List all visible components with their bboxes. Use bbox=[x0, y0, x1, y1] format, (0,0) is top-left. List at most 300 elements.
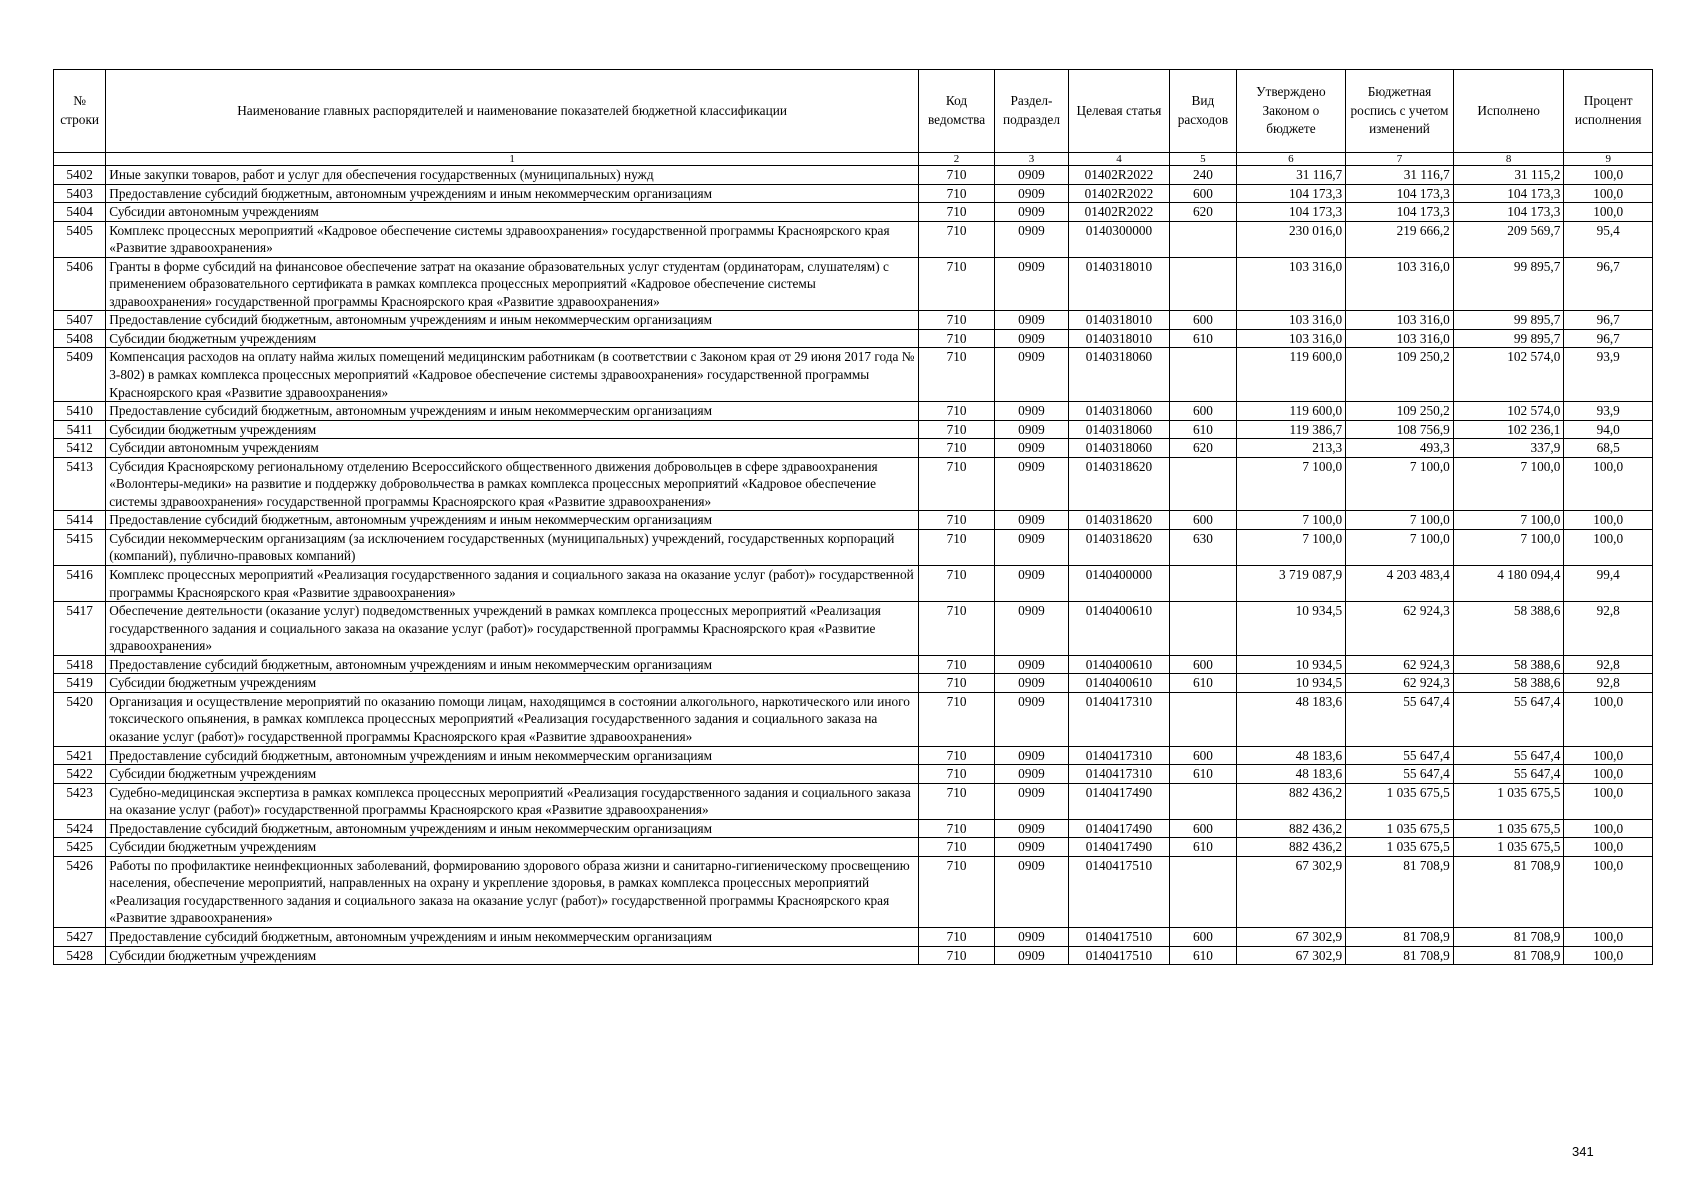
table-row bbox=[54, 655, 1653, 674]
row-section-code: 0909 bbox=[995, 566, 1068, 602]
row-number: 5419 bbox=[54, 674, 106, 693]
row-budget-amount: 81 708,9 bbox=[1346, 946, 1454, 965]
row-ved-code: 710 bbox=[918, 511, 994, 530]
row-target-code: 0140417310 bbox=[1068, 765, 1170, 784]
row-number: 5406 bbox=[54, 257, 106, 311]
row-section-code: 0909 bbox=[995, 783, 1068, 819]
row-expense-type: 240 bbox=[1170, 166, 1236, 185]
row-number: 5424 bbox=[54, 819, 106, 838]
budget-execution-table bbox=[53, 69, 1653, 965]
row-section-code: 0909 bbox=[995, 257, 1068, 311]
header-row-no: № строки bbox=[54, 70, 106, 153]
row-target-code: 01402R2022 bbox=[1068, 203, 1170, 222]
table-row bbox=[54, 746, 1653, 765]
row-name: Субсидии автономным учреждениям bbox=[106, 439, 919, 458]
page-number: 341 bbox=[1572, 1144, 1594, 1159]
row-executed-amount: 55 647,4 bbox=[1453, 692, 1564, 746]
column-number: 3 bbox=[995, 153, 1068, 166]
row-execution-percent: 100,0 bbox=[1564, 457, 1653, 511]
row-executed-amount: 104 173,3 bbox=[1453, 203, 1564, 222]
table-row bbox=[54, 402, 1653, 421]
row-section-code: 0909 bbox=[995, 221, 1068, 257]
row-execution-percent: 93,9 bbox=[1564, 402, 1653, 421]
row-execution-percent: 100,0 bbox=[1564, 529, 1653, 565]
row-executed-amount: 58 388,6 bbox=[1453, 655, 1564, 674]
row-execution-percent: 94,0 bbox=[1564, 420, 1653, 439]
table-row bbox=[54, 329, 1653, 348]
row-ved-code: 710 bbox=[918, 529, 994, 565]
row-expense-type: 600 bbox=[1170, 402, 1236, 421]
row-expense-type: 630 bbox=[1170, 529, 1236, 565]
row-target-code: 01402R2022 bbox=[1068, 184, 1170, 203]
row-name: Иные закупки товаров, работ и услуг для обеспечения государственных (муниципальных) нужд bbox=[106, 166, 919, 185]
table-row bbox=[54, 184, 1653, 203]
header-vid: Вид расходов bbox=[1170, 70, 1236, 153]
table-row bbox=[54, 257, 1653, 311]
row-approved-amount: 10 934,5 bbox=[1236, 655, 1346, 674]
row-number: 5421 bbox=[54, 746, 106, 765]
row-execution-percent: 92,8 bbox=[1564, 602, 1653, 656]
column-number bbox=[54, 153, 106, 166]
row-budget-amount: 104 173,3 bbox=[1346, 203, 1454, 222]
row-execution-percent: 100,0 bbox=[1564, 203, 1653, 222]
row-ved-code: 710 bbox=[918, 655, 994, 674]
row-executed-amount: 81 708,9 bbox=[1453, 856, 1564, 927]
row-execution-percent: 92,8 bbox=[1564, 674, 1653, 693]
row-execution-percent: 100,0 bbox=[1564, 838, 1653, 857]
row-executed-amount: 104 173,3 bbox=[1453, 184, 1564, 203]
table-row bbox=[54, 946, 1653, 965]
row-ved-code: 710 bbox=[918, 166, 994, 185]
row-budget-amount: 7 100,0 bbox=[1346, 511, 1454, 530]
row-executed-amount: 81 708,9 bbox=[1453, 927, 1564, 946]
row-target-code: 0140400000 bbox=[1068, 566, 1170, 602]
column-number: 4 bbox=[1068, 153, 1170, 166]
row-number: 5405 bbox=[54, 221, 106, 257]
row-name: Субсидии бюджетным учреждениям bbox=[106, 946, 919, 965]
row-approved-amount: 213,3 bbox=[1236, 439, 1346, 458]
row-section-code: 0909 bbox=[995, 856, 1068, 927]
row-execution-percent: 100,0 bbox=[1564, 765, 1653, 784]
row-name: Организация и осуществление мероприятий по оказанию помощи лицам, находящимся в состоянии алкогольного, наркотического или иного токсического опьянения, в рамках комплекса процессных мероприятий «Реализация государственного задания и социального заказа на оказание услуг (работ)» государственной программы Красноярского края «Развитие здравоохранения» bbox=[106, 692, 919, 746]
row-section-code: 0909 bbox=[995, 402, 1068, 421]
row-ved-code: 710 bbox=[918, 946, 994, 965]
row-executed-amount: 55 647,4 bbox=[1453, 746, 1564, 765]
row-budget-amount: 493,3 bbox=[1346, 439, 1454, 458]
row-ved-code: 710 bbox=[918, 819, 994, 838]
table-row bbox=[54, 927, 1653, 946]
row-number: 5420 bbox=[54, 692, 106, 746]
row-execution-percent: 100,0 bbox=[1564, 783, 1653, 819]
row-executed-amount: 58 388,6 bbox=[1453, 602, 1564, 656]
row-approved-amount: 230 016,0 bbox=[1236, 221, 1346, 257]
row-execution-percent: 100,0 bbox=[1564, 946, 1653, 965]
row-section-code: 0909 bbox=[995, 511, 1068, 530]
row-target-code: 0140300000 bbox=[1068, 221, 1170, 257]
table-row bbox=[54, 566, 1653, 602]
row-section-code: 0909 bbox=[995, 348, 1068, 402]
row-expense-type bbox=[1170, 348, 1236, 402]
table-row bbox=[54, 783, 1653, 819]
row-executed-amount: 1 035 675,5 bbox=[1453, 783, 1564, 819]
row-budget-amount: 31 116,7 bbox=[1346, 166, 1454, 185]
row-section-code: 0909 bbox=[995, 602, 1068, 656]
row-name: Субсидии бюджетным учреждениям bbox=[106, 674, 919, 693]
row-target-code: 0140318620 bbox=[1068, 529, 1170, 565]
row-approved-amount: 31 116,7 bbox=[1236, 166, 1346, 185]
row-number: 5417 bbox=[54, 602, 106, 656]
row-ved-code: 710 bbox=[918, 746, 994, 765]
row-ved-code: 710 bbox=[918, 783, 994, 819]
row-name: Предоставление субсидий бюджетным, автономным учреждениям и иным некоммерческим организациям bbox=[106, 927, 919, 946]
row-expense-type bbox=[1170, 457, 1236, 511]
row-number: 5415 bbox=[54, 529, 106, 565]
row-name: Предоставление субсидий бюджетным, автономным учреждениям и иным некоммерческим организациям bbox=[106, 311, 919, 330]
row-target-code: 01402R2022 bbox=[1068, 166, 1170, 185]
table-row bbox=[54, 439, 1653, 458]
table-row bbox=[54, 311, 1653, 330]
row-executed-amount: 102 574,0 bbox=[1453, 348, 1564, 402]
table-row bbox=[54, 819, 1653, 838]
row-execution-percent: 100,0 bbox=[1564, 166, 1653, 185]
table-row bbox=[54, 529, 1653, 565]
row-expense-type: 610 bbox=[1170, 329, 1236, 348]
row-target-code: 0140318060 bbox=[1068, 420, 1170, 439]
row-ved-code: 710 bbox=[918, 184, 994, 203]
row-expense-type bbox=[1170, 856, 1236, 927]
row-ved-code: 710 bbox=[918, 927, 994, 946]
row-approved-amount: 7 100,0 bbox=[1236, 457, 1346, 511]
row-section-code: 0909 bbox=[995, 692, 1068, 746]
row-number: 5404 bbox=[54, 203, 106, 222]
row-ved-code: 710 bbox=[918, 457, 994, 511]
row-budget-amount: 1 035 675,5 bbox=[1346, 838, 1454, 857]
row-target-code: 0140318060 bbox=[1068, 439, 1170, 458]
row-approved-amount: 119 600,0 bbox=[1236, 348, 1346, 402]
row-executed-amount: 1 035 675,5 bbox=[1453, 838, 1564, 857]
row-number: 5403 bbox=[54, 184, 106, 203]
header-plan: Утверждено Законом о бюджете bbox=[1236, 70, 1346, 153]
row-expense-type: 600 bbox=[1170, 746, 1236, 765]
row-name: Комплекс процессных мероприятий «Кадровое обеспечение системы здравоохранения» государственной программы Красноярского края «Развитие здравоохранения» bbox=[106, 221, 919, 257]
row-budget-amount: 81 708,9 bbox=[1346, 927, 1454, 946]
row-approved-amount: 10 934,5 bbox=[1236, 602, 1346, 656]
row-budget-amount: 55 647,4 bbox=[1346, 746, 1454, 765]
row-name: Субсидии автономным учреждениям bbox=[106, 203, 919, 222]
column-number: 2 bbox=[918, 153, 994, 166]
row-approved-amount: 882 436,2 bbox=[1236, 819, 1346, 838]
header-target: Целевая статья bbox=[1068, 70, 1170, 153]
row-number: 5418 bbox=[54, 655, 106, 674]
row-ved-code: 710 bbox=[918, 402, 994, 421]
row-execution-percent: 93,9 bbox=[1564, 348, 1653, 402]
row-execution-percent: 100,0 bbox=[1564, 819, 1653, 838]
row-name: Судебно-медицинская экспертиза в рамках комплекса процессных мероприятий «Реализация государственного задания и социального заказа на оказание услуг (работ)» государственной программы Красноярского края «Развитие здравоохранения» bbox=[106, 783, 919, 819]
row-budget-amount: 103 316,0 bbox=[1346, 329, 1454, 348]
header-row bbox=[54, 70, 1653, 153]
row-executed-amount: 55 647,4 bbox=[1453, 765, 1564, 784]
row-budget-amount: 62 924,3 bbox=[1346, 674, 1454, 693]
row-number: 5422 bbox=[54, 765, 106, 784]
row-execution-percent: 95,4 bbox=[1564, 221, 1653, 257]
row-approved-amount: 7 100,0 bbox=[1236, 511, 1346, 530]
row-section-code: 0909 bbox=[995, 311, 1068, 330]
row-target-code: 0140417310 bbox=[1068, 692, 1170, 746]
row-execution-percent: 100,0 bbox=[1564, 511, 1653, 530]
row-section-code: 0909 bbox=[995, 439, 1068, 458]
row-section-code: 0909 bbox=[995, 655, 1068, 674]
row-section-code: 0909 bbox=[995, 765, 1068, 784]
row-execution-percent: 68,5 bbox=[1564, 439, 1653, 458]
row-name: Предоставление субсидий бюджетным, автономным учреждениям и иным некоммерческим организациям bbox=[106, 184, 919, 203]
row-approved-amount: 3 719 087,9 bbox=[1236, 566, 1346, 602]
row-section-code: 0909 bbox=[995, 166, 1068, 185]
row-target-code: 0140417510 bbox=[1068, 946, 1170, 965]
row-ved-code: 710 bbox=[918, 602, 994, 656]
row-execution-percent: 100,0 bbox=[1564, 856, 1653, 927]
row-name: Обеспечение деятельности (оказание услуг) подведомственных учреждений в рамках комплекса процессных мероприятий «Реализация государственного задания и социального заказа на оказание услуг (работ)» государственной программы Красноярского края «Развитие здравоохранения» bbox=[106, 602, 919, 656]
row-target-code: 0140400610 bbox=[1068, 655, 1170, 674]
row-target-code: 0140318060 bbox=[1068, 348, 1170, 402]
table-row bbox=[54, 511, 1653, 530]
row-executed-amount: 7 100,0 bbox=[1453, 511, 1564, 530]
table-row bbox=[54, 457, 1653, 511]
row-budget-amount: 109 250,2 bbox=[1346, 348, 1454, 402]
row-ved-code: 710 bbox=[918, 674, 994, 693]
row-executed-amount: 99 895,7 bbox=[1453, 257, 1564, 311]
row-expense-type: 600 bbox=[1170, 819, 1236, 838]
row-expense-type bbox=[1170, 257, 1236, 311]
row-name: Предоставление субсидий бюджетным, автономным учреждениям и иным некоммерческим организациям bbox=[106, 655, 919, 674]
row-approved-amount: 104 173,3 bbox=[1236, 203, 1346, 222]
row-expense-type: 610 bbox=[1170, 838, 1236, 857]
row-approved-amount: 103 316,0 bbox=[1236, 311, 1346, 330]
row-number: 5427 bbox=[54, 927, 106, 946]
row-executed-amount: 58 388,6 bbox=[1453, 674, 1564, 693]
row-budget-amount: 219 666,2 bbox=[1346, 221, 1454, 257]
row-name: Субсидии бюджетным учреждениям bbox=[106, 420, 919, 439]
row-name: Субсидия Красноярскому региональному отделению Всероссийского общественного движения добровольцев в сфере здравоохранения «Волонтеры-медики» на развитие и поддержку добровольчества в рамках комплекса процессных мероприятий «Кадровое обеспечение системы здравоохранения» государственной программы Красноярского края «Развитие здравоохранения» bbox=[106, 457, 919, 511]
header-fact: Исполнено bbox=[1453, 70, 1564, 153]
column-number: 9 bbox=[1564, 153, 1653, 166]
row-section-code: 0909 bbox=[995, 927, 1068, 946]
row-expense-type bbox=[1170, 221, 1236, 257]
row-name: Предоставление субсидий бюджетным, автономным учреждениям и иным некоммерческим организациям bbox=[106, 511, 919, 530]
header-ved: Код ведомства bbox=[918, 70, 994, 153]
row-name: Субсидии некоммерческим организациям (за исключением государственных (муниципальных) учреждений, государственных корпораций (компаний), публично-правовых компаний) bbox=[106, 529, 919, 565]
row-approved-amount: 67 302,9 bbox=[1236, 856, 1346, 927]
row-expense-type: 600 bbox=[1170, 511, 1236, 530]
row-approved-amount: 48 183,6 bbox=[1236, 746, 1346, 765]
row-approved-amount: 104 173,3 bbox=[1236, 184, 1346, 203]
row-ved-code: 710 bbox=[918, 203, 994, 222]
row-section-code: 0909 bbox=[995, 819, 1068, 838]
row-expense-type: 600 bbox=[1170, 927, 1236, 946]
row-approved-amount: 119 600,0 bbox=[1236, 402, 1346, 421]
row-execution-percent: 100,0 bbox=[1564, 692, 1653, 746]
row-name: Предоставление субсидий бюджетным, автономным учреждениям и иным некоммерческим организациям bbox=[106, 402, 919, 421]
row-execution-percent: 96,7 bbox=[1564, 257, 1653, 311]
row-ved-code: 710 bbox=[918, 257, 994, 311]
header-razdel: Раздел-подраздел bbox=[995, 70, 1068, 153]
row-number: 5411 bbox=[54, 420, 106, 439]
row-ved-code: 710 bbox=[918, 856, 994, 927]
table-row bbox=[54, 203, 1653, 222]
row-target-code: 0140400610 bbox=[1068, 602, 1170, 656]
row-section-code: 0909 bbox=[995, 329, 1068, 348]
row-number: 5425 bbox=[54, 838, 106, 857]
row-number: 5412 bbox=[54, 439, 106, 458]
row-budget-amount: 62 924,3 bbox=[1346, 655, 1454, 674]
row-target-code: 0140417310 bbox=[1068, 746, 1170, 765]
row-number: 5413 bbox=[54, 457, 106, 511]
row-approved-amount: 67 302,9 bbox=[1236, 946, 1346, 965]
row-expense-type: 620 bbox=[1170, 203, 1236, 222]
table-row bbox=[54, 838, 1653, 857]
row-name: Предоставление субсидий бюджетным, автономным учреждениям и иным некоммерческим организациям bbox=[106, 746, 919, 765]
column-number: 8 bbox=[1453, 153, 1564, 166]
row-target-code: 0140318060 bbox=[1068, 402, 1170, 421]
row-executed-amount: 81 708,9 bbox=[1453, 946, 1564, 965]
row-name: Субсидии бюджетным учреждениям bbox=[106, 838, 919, 857]
row-executed-amount: 99 895,7 bbox=[1453, 329, 1564, 348]
row-target-code: 0140318010 bbox=[1068, 329, 1170, 348]
row-expense-type: 600 bbox=[1170, 184, 1236, 203]
table-row bbox=[54, 348, 1653, 402]
row-ved-code: 710 bbox=[918, 439, 994, 458]
column-number: 7 bbox=[1346, 153, 1454, 166]
row-section-code: 0909 bbox=[995, 184, 1068, 203]
row-expense-type bbox=[1170, 566, 1236, 602]
column-number: 1 bbox=[106, 153, 919, 166]
row-section-code: 0909 bbox=[995, 203, 1068, 222]
row-target-code: 0140417490 bbox=[1068, 838, 1170, 857]
row-number: 5402 bbox=[54, 166, 106, 185]
row-section-code: 0909 bbox=[995, 838, 1068, 857]
table-row bbox=[54, 420, 1653, 439]
row-execution-percent: 96,7 bbox=[1564, 311, 1653, 330]
row-budget-amount: 55 647,4 bbox=[1346, 692, 1454, 746]
row-expense-type: 610 bbox=[1170, 765, 1236, 784]
row-executed-amount: 102 236,1 bbox=[1453, 420, 1564, 439]
row-target-code: 0140417510 bbox=[1068, 856, 1170, 927]
row-number: 5410 bbox=[54, 402, 106, 421]
row-expense-type: 600 bbox=[1170, 311, 1236, 330]
row-budget-amount: 1 035 675,5 bbox=[1346, 819, 1454, 838]
row-approved-amount: 103 316,0 bbox=[1236, 257, 1346, 311]
row-ved-code: 710 bbox=[918, 692, 994, 746]
header-name: Наименование главных распорядителей и наименование показателей бюджетной классификации bbox=[106, 70, 919, 153]
row-name: Гранты в форме субсидий на финансовое обеспечение затрат на оказание образовательных услуг студентам (ординаторам, слушателям) с применением образовательного сертификата в рамках комплекса процессных мероприятий «Кадровое обеспечение системы здравоохранения» государственной программы Красноярского края «Развитие здравоохранения» bbox=[106, 257, 919, 311]
row-budget-amount: 62 924,3 bbox=[1346, 602, 1454, 656]
row-ved-code: 710 bbox=[918, 765, 994, 784]
row-number: 5409 bbox=[54, 348, 106, 402]
row-executed-amount: 209 569,7 bbox=[1453, 221, 1564, 257]
row-expense-type: 610 bbox=[1170, 420, 1236, 439]
row-budget-amount: 108 756,9 bbox=[1346, 420, 1454, 439]
header-pct: Процент исполнения bbox=[1564, 70, 1653, 153]
row-expense-type bbox=[1170, 783, 1236, 819]
row-executed-amount: 102 574,0 bbox=[1453, 402, 1564, 421]
row-number: 5416 bbox=[54, 566, 106, 602]
row-approved-amount: 7 100,0 bbox=[1236, 529, 1346, 565]
row-budget-amount: 81 708,9 bbox=[1346, 856, 1454, 927]
row-executed-amount: 31 115,2 bbox=[1453, 166, 1564, 185]
row-ved-code: 710 bbox=[918, 221, 994, 257]
row-name: Субсидии бюджетным учреждениям bbox=[106, 329, 919, 348]
row-approved-amount: 882 436,2 bbox=[1236, 838, 1346, 857]
row-expense-type: 610 bbox=[1170, 946, 1236, 965]
table-row bbox=[54, 221, 1653, 257]
row-approved-amount: 119 386,7 bbox=[1236, 420, 1346, 439]
column-number: 5 bbox=[1170, 153, 1236, 166]
row-executed-amount: 7 100,0 bbox=[1453, 529, 1564, 565]
row-target-code: 0140400610 bbox=[1068, 674, 1170, 693]
row-number: 5408 bbox=[54, 329, 106, 348]
row-expense-type bbox=[1170, 602, 1236, 656]
row-executed-amount: 99 895,7 bbox=[1453, 311, 1564, 330]
column-number: 6 bbox=[1236, 153, 1346, 166]
table-row bbox=[54, 856, 1653, 927]
row-approved-amount: 882 436,2 bbox=[1236, 783, 1346, 819]
row-ved-code: 710 bbox=[918, 348, 994, 402]
row-budget-amount: 103 316,0 bbox=[1346, 311, 1454, 330]
row-approved-amount: 67 302,9 bbox=[1236, 927, 1346, 946]
row-ved-code: 710 bbox=[918, 329, 994, 348]
row-budget-amount: 7 100,0 bbox=[1346, 529, 1454, 565]
table-row bbox=[54, 765, 1653, 784]
row-execution-percent: 99,4 bbox=[1564, 566, 1653, 602]
row-executed-amount: 1 035 675,5 bbox=[1453, 819, 1564, 838]
row-ved-code: 710 bbox=[918, 566, 994, 602]
row-budget-amount: 103 316,0 bbox=[1346, 257, 1454, 311]
row-section-code: 0909 bbox=[995, 746, 1068, 765]
row-approved-amount: 103 316,0 bbox=[1236, 329, 1346, 348]
row-name: Предоставление субсидий бюджетным, автономным учреждениям и иным некоммерческим организациям bbox=[106, 819, 919, 838]
row-expense-type: 610 bbox=[1170, 674, 1236, 693]
row-execution-percent: 100,0 bbox=[1564, 746, 1653, 765]
row-approved-amount: 48 183,6 bbox=[1236, 765, 1346, 784]
row-name: Субсидии бюджетным учреждениям bbox=[106, 765, 919, 784]
row-execution-percent: 96,7 bbox=[1564, 329, 1653, 348]
row-ved-code: 710 bbox=[918, 420, 994, 439]
row-ved-code: 710 bbox=[918, 838, 994, 857]
row-target-code: 0140417510 bbox=[1068, 927, 1170, 946]
header-budget: Бюджетная роспись с учетом изменений bbox=[1346, 70, 1454, 153]
row-target-code: 0140417490 bbox=[1068, 819, 1170, 838]
row-section-code: 0909 bbox=[995, 420, 1068, 439]
row-expense-type: 620 bbox=[1170, 439, 1236, 458]
table-header bbox=[54, 70, 1653, 166]
row-executed-amount: 337,9 bbox=[1453, 439, 1564, 458]
row-approved-amount: 48 183,6 bbox=[1236, 692, 1346, 746]
row-number: 5407 bbox=[54, 311, 106, 330]
row-section-code: 0909 bbox=[995, 457, 1068, 511]
row-target-code: 0140318010 bbox=[1068, 311, 1170, 330]
row-number: 5414 bbox=[54, 511, 106, 530]
row-section-code: 0909 bbox=[995, 529, 1068, 565]
row-name: Комплекс процессных мероприятий «Реализация государственного задания и социального заказа на оказание услуг (работ)» государственной программы Красноярского края «Развитие здравоохранения» bbox=[106, 566, 919, 602]
table-row bbox=[54, 602, 1653, 656]
row-number: 5428 bbox=[54, 946, 106, 965]
row-budget-amount: 4 203 483,4 bbox=[1346, 566, 1454, 602]
row-name: Компенсация расходов на оплату найма жилых помещений медицинским работникам (в соответствии с Законом края от 29 июня 2017 года № 3-802) в рамках комплекса процессных мероприятий «Кадровое обеспечение системы здравоохранения» государственной программы Красноярского края «Развитие здравоохранения» bbox=[106, 348, 919, 402]
row-execution-percent: 100,0 bbox=[1564, 184, 1653, 203]
row-section-code: 0909 bbox=[995, 946, 1068, 965]
row-target-code: 0140318010 bbox=[1068, 257, 1170, 311]
row-execution-percent: 92,8 bbox=[1564, 655, 1653, 674]
row-executed-amount: 7 100,0 bbox=[1453, 457, 1564, 511]
